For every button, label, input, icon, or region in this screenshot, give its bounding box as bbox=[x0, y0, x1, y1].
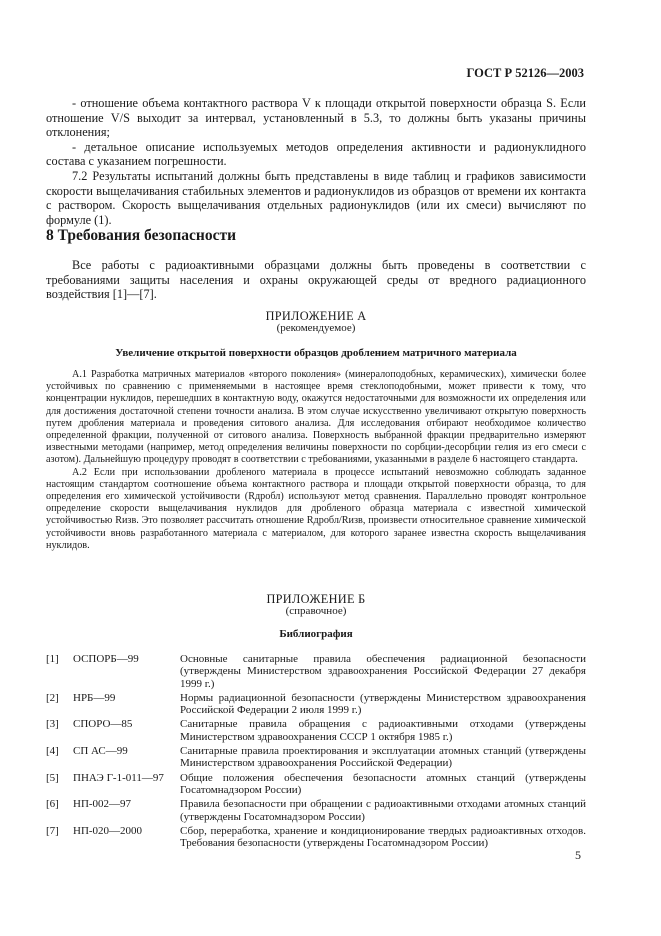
bibliography-entry-description: Правила безопасности при обращении с радиоактивными отходами атомных станций (утверждены Госатомнадзором России) bbox=[180, 798, 586, 823]
bibliography-entry-code: СП АС—99 bbox=[73, 745, 128, 758]
appendix-b-subtitle: (справочное) bbox=[285, 605, 347, 617]
bibliography-entry-number: [3] bbox=[46, 718, 59, 731]
bibliography-entry-number: [2] bbox=[46, 691, 59, 704]
page-number: 5 bbox=[575, 848, 581, 862]
bibliography-entry-description: Основные санитарные правила обеспечения радиационной безопасности (утверждены Министерством здравоохранения Российской Федерации 27 декабря 1999 г.) bbox=[180, 653, 586, 690]
intro-paragraph-3: 7.2 Результаты испытаний должны быть представлены в виде таблиц и графиков зависимости скорости выщелачивания стабильных элементов и радионуклидов из образцов от времени их контакта с раствором. Скорость выщелачивания отдельных радионуклидов (или их смеси) вычисляют по формуле (1). bbox=[46, 168, 586, 227]
bibliography-entry-number: [6] bbox=[46, 798, 59, 811]
intro-paragraph-1: - отношение объема контактного раствора V к площади открытой поверхности образца S. Если отношение V/S выходит за интервал, установленный в 5.3, то должны быть указаны причины отклонения; bbox=[46, 96, 586, 140]
bibliography-list bbox=[46, 653, 586, 851]
bibliography-entry bbox=[46, 692, 586, 717]
bibliography-entry-description: Санитарные правила обращения с радиоактивными отходами (утверждены Министерством здравоохранения СССР 1 октября 1985 г.) bbox=[180, 718, 586, 743]
bibliography-entry-description: Сбор, переработка, хранение и кондиционирование твердых радиоактивных отходов. Требования безопасности (утверждены Госатомнадзором России) bbox=[180, 824, 586, 850]
bibliography-entry-code: ОСПОРБ—99 bbox=[73, 653, 139, 665]
bibliography-heading: Библиография bbox=[279, 628, 353, 640]
bibliography-entry-number: [5] bbox=[46, 771, 59, 784]
bibliography-entry-number: [1] bbox=[46, 653, 59, 665]
appendix-a-title: ПРИЛОЖЕНИЕ А bbox=[265, 309, 367, 323]
appendix-a-heading: Увеличение открытой поверхности образцов дроблением матричного материала bbox=[115, 347, 517, 359]
bibliography-entry-description: Санитарные правила проектирования и эксплуатации атомных станций (утверждены Министерством здравоохранения Российской Федерации) bbox=[180, 745, 586, 770]
bibliography-entry-code: СПОРО—85 bbox=[73, 718, 133, 731]
appendix-b-title: ПРИЛОЖЕНИЕ Б bbox=[266, 592, 366, 606]
bibliography-entry-description: Общие положения обеспечения безопасности атомных станций (утверждены Госатомнадзором России) bbox=[180, 771, 586, 796]
bibliography-entry-code: НП-002—97 bbox=[73, 798, 132, 811]
appendix-a-subtitle: (рекомендуемое) bbox=[276, 322, 356, 334]
bibliography-entry-number: [7] bbox=[46, 824, 59, 837]
section-8-title: 8 Требования безопасности bbox=[46, 227, 237, 244]
bibliography-entry-code: ПНАЭ Г-1-011—97 bbox=[73, 771, 164, 784]
bibliography-entry-code: НРБ—99 bbox=[73, 691, 116, 704]
appendix-a-paragraph-2: А.2 Если при использовании дробленого материала в процессе испытаний невозможно соблюдать заданное настоящим стандартом соотношение объема контактного раствора и площади открытой поверхности образца, то для определения его химической устойчивости (Rдробл) используют метод сравнения. Параллельно проводят контрольное определение скорости выщелачивания нуклидов для дробленого образца материала с известной химической устойчивостью Rизв. Это позволяет рассчитать отношение Rдробл/Rизв, произвести относительное сравнение химической устойчивости вновь разработанного материала с материалом, для которого заранее известна скорость выщелачивания нуклидов. bbox=[46, 466, 586, 551]
section-8-block bbox=[46, 258, 586, 302]
bibliography-entry bbox=[46, 653, 586, 690]
bibliography-entry bbox=[46, 825, 586, 850]
bibliography-entry-description: Нормы радиационной безопасности (утверждены Министерством здравоохранения Российской Федерации 2 июля 1999 г.) bbox=[180, 691, 586, 717]
bibliography-entry-code: НП-020—2000 bbox=[73, 824, 143, 837]
bibliography-entry bbox=[46, 718, 586, 743]
standard-header: ГОСТ Р 52126—2003 bbox=[466, 66, 584, 80]
bibliography-entry bbox=[46, 798, 586, 823]
bibliography-entry bbox=[46, 772, 586, 797]
appendix-a-body bbox=[46, 369, 586, 552]
appendix-a-paragraph-1: А.1 Разработка матричных материалов «второго поколения» (минералоподобных, керамических), химически более устойчивых по сравнению с применяемыми в настоящее время стеклоподобными, может привести к тому, что концентрации нуклидов, перешедших в контактную воду, окажутся недостаточными для возможности их определения или для достижения достаточной степени точности анализа. В этом случае искусственно увеличивают открытую поверхность путем дробления материала и проведения ситового анализа. Для исследования отбирают необходимое количество определенной фракции, полученной от ситового анализа. Поверхность выбранной фракции предварительно измеряют известными методами (например, метод определения величины поверхности по сорбции-десорбции гелия из его смеси с азотом). Дальнейшую процедуру проводят в соответствии с требованиями, указанными в разделе 6 настоящего стандарта. bbox=[46, 369, 586, 466]
section-8-text: Все работы с радиоактивными образцами должны быть проведены в соответствии с требованиями защиты населения и охраны окружающей среды от вредного радиационного воздействия [1]—[7]. bbox=[46, 258, 586, 302]
intro-block bbox=[46, 96, 586, 227]
bibliography-entry-number: [4] bbox=[46, 745, 59, 758]
intro-paragraph-2: - детальное описание используемых методов определения активности и радионуклидного состава с указанием погрешности. bbox=[46, 139, 586, 169]
bibliography-entry bbox=[46, 745, 586, 770]
